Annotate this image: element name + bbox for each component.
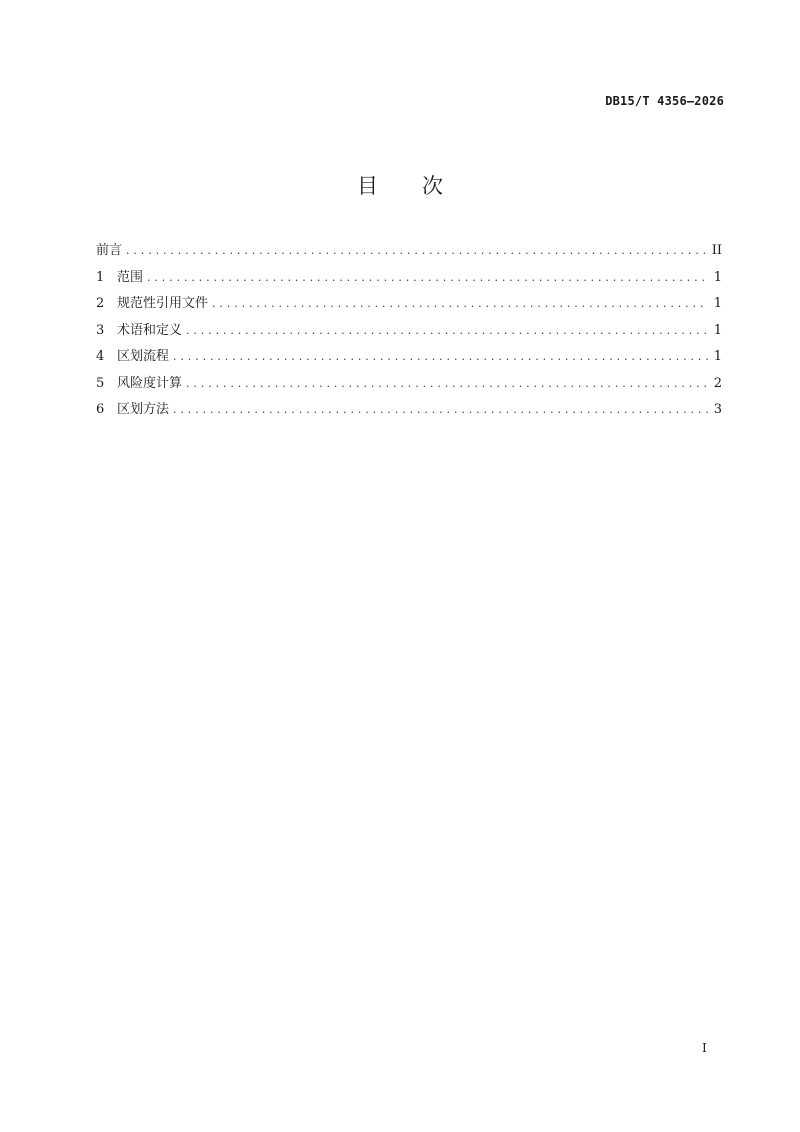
toc-entry-label: 区划流程 xyxy=(117,349,170,364)
table-of-contents xyxy=(96,239,722,425)
toc-leader-dots xyxy=(147,271,708,284)
toc-entry-page: II xyxy=(711,243,722,258)
toc-entry-label: 区划方法 xyxy=(117,402,170,417)
toc-entry-scope[interactable] xyxy=(96,266,722,293)
toc-entry-label: 范围 xyxy=(117,269,144,285)
toc-entry-label: 术语和定义 xyxy=(117,322,183,338)
toc-leader-dots xyxy=(126,244,708,257)
toc-entry-zoning-process[interactable] xyxy=(96,345,722,372)
toc-entry-page: 3 xyxy=(713,402,722,417)
toc-leader-dots xyxy=(212,297,708,310)
page-title-char-2: 次 xyxy=(422,174,443,198)
toc-entry-page: 1 xyxy=(713,296,722,311)
toc-entry-number: 4 xyxy=(96,349,105,364)
toc-entry-number: 2 xyxy=(96,296,105,311)
toc-leader-dots xyxy=(173,403,708,416)
toc-entry-number: 1 xyxy=(96,269,105,285)
toc-entry-normative-references[interactable] xyxy=(96,292,722,319)
toc-entry-risk-calculation[interactable] xyxy=(96,372,722,399)
toc-entry-page: 1 xyxy=(713,349,722,364)
toc-entry-terms-definitions[interactable] xyxy=(96,319,722,346)
toc-entry-label: 规范性引用文件 xyxy=(117,296,209,311)
toc-entry-foreword[interactable] xyxy=(96,239,722,266)
toc-entry-page: 1 xyxy=(713,322,722,338)
toc-entry-page: 2 xyxy=(713,375,722,391)
toc-leader-dots xyxy=(173,350,708,363)
toc-entry-number: 6 xyxy=(96,402,105,417)
toc-entry-label: 风险度计算 xyxy=(117,375,183,391)
toc-leader-dots xyxy=(186,377,708,390)
toc-entry-number: 3 xyxy=(96,322,105,338)
toc-entry-number: 5 xyxy=(96,375,105,391)
toc-leader-dots xyxy=(186,324,708,337)
standard-code: DB15/T 4356—2026 xyxy=(605,94,724,108)
toc-entry-zoning-method[interactable] xyxy=(96,398,722,425)
page-title xyxy=(0,170,800,200)
page-number: I xyxy=(702,1041,707,1055)
toc-entry-label: 前言 xyxy=(96,243,123,258)
page-title-char-1: 目 xyxy=(357,174,378,198)
toc-entry-page: 1 xyxy=(713,269,722,285)
